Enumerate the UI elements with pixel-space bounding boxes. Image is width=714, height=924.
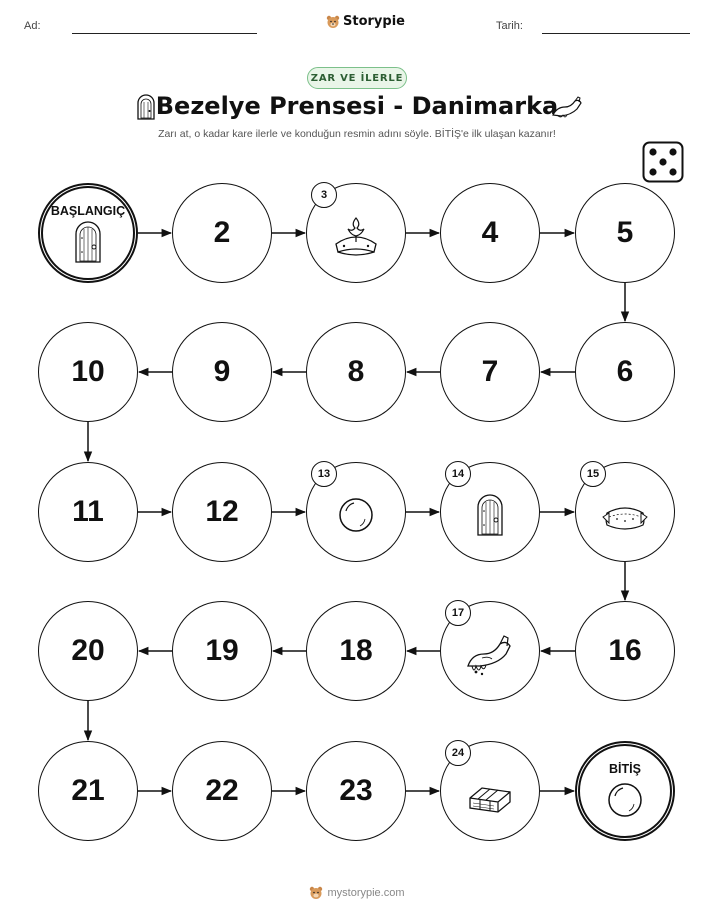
board-space-9[interactable] (172, 322, 272, 422)
start-space[interactable] (38, 183, 138, 283)
board-space-4[interactable] (440, 183, 540, 283)
space-label: BİTİŞ (609, 762, 641, 776)
door-icon (464, 489, 516, 541)
space-number: 12 (205, 495, 239, 528)
board-space-11[interactable] (38, 462, 138, 562)
space-number-tag: 14 (445, 461, 471, 487)
pea-icon (330, 489, 382, 541)
board-space-14[interactable] (440, 462, 540, 562)
space-label: BAŞLANGIÇ (50, 204, 126, 218)
board-space-12[interactable] (172, 462, 272, 562)
space-number: 16 (608, 634, 642, 667)
pillow-icon (599, 489, 651, 541)
board-space-3[interactable] (306, 183, 406, 283)
space-number: 9 (213, 355, 231, 388)
board-space-16[interactable] (575, 601, 675, 701)
board-space-10[interactable] (38, 322, 138, 422)
board-space-5[interactable] (575, 183, 675, 283)
space-number-tag: 3 (311, 182, 337, 208)
board-space-23[interactable] (306, 741, 406, 841)
space-number: 10 (71, 355, 105, 388)
board-space-13[interactable] (306, 462, 406, 562)
name-label: Ad: (24, 20, 41, 32)
space-number: 20 (71, 634, 105, 667)
door-icon (62, 216, 114, 268)
board-space-8[interactable] (306, 322, 406, 422)
space-number: 8 (347, 355, 365, 388)
board-space-24[interactable] (440, 741, 540, 841)
board-space-17[interactable] (440, 601, 540, 701)
footer-url: mystorypie.com (327, 887, 405, 899)
board-space-21[interactable] (38, 741, 138, 841)
board-space-19[interactable] (172, 601, 272, 701)
board-space-20[interactable] (38, 601, 138, 701)
space-number-tag: 24 (445, 740, 471, 766)
space-number: 22 (205, 774, 239, 807)
space-number: 2 (213, 216, 231, 249)
board-space-18[interactable] (306, 601, 406, 701)
space-number: 19 (205, 634, 239, 667)
board-space-7[interactable] (440, 322, 540, 422)
space-number: 7 (481, 355, 499, 388)
pea-icon (599, 774, 651, 826)
finish-space[interactable] (575, 741, 675, 841)
slipper-icon (464, 628, 516, 680)
space-number: 11 (72, 495, 104, 528)
date-label: Tarih: (496, 20, 523, 32)
brand-name: Storypie (343, 14, 405, 29)
page-title: Bezelye Prensesi - Danimarka (155, 92, 559, 120)
space-number-tag: 13 (311, 461, 337, 487)
space-number: 21 (71, 774, 105, 807)
space-number: 18 (339, 634, 373, 667)
space-number: 5 (616, 216, 634, 249)
hay-bale-icon (464, 768, 516, 820)
instructions: Zarı at, o kadar kare ilerle ve konduğun resmin adını söyle. BİTİŞ'e ilk ulaşan kazanır! (158, 128, 556, 140)
board-space-15[interactable] (575, 462, 675, 562)
board-space-2[interactable] (172, 183, 272, 283)
bear-icon (309, 886, 323, 900)
space-number-tag: 17 (445, 600, 471, 626)
board-space-6[interactable] (575, 322, 675, 422)
crown-icon (330, 210, 382, 262)
board-space-22[interactable] (172, 741, 272, 841)
space-number-tag: 15 (580, 461, 606, 487)
space-number: 4 (481, 216, 499, 249)
game-type-badge: ZAR VE İLERLE (307, 67, 407, 89)
footer (0, 886, 714, 900)
space-number: 23 (339, 774, 373, 807)
space-number: 6 (616, 355, 634, 388)
